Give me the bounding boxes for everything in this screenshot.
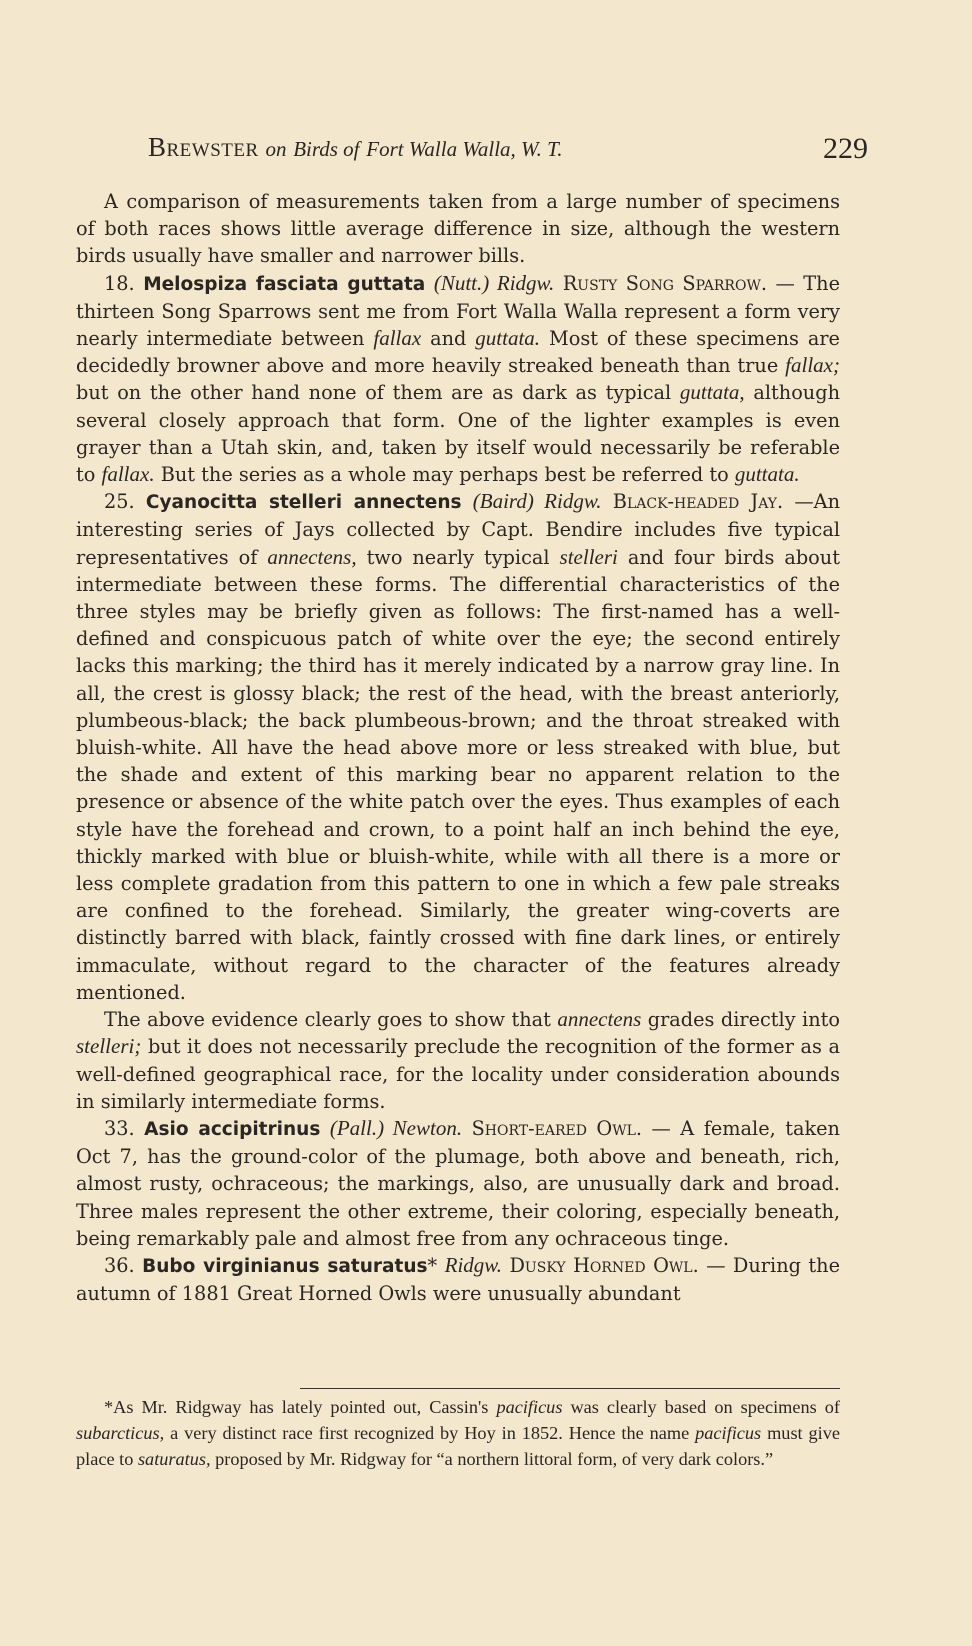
italic-run: pacificus <box>695 1423 762 1443</box>
species-name: Cyanocitta stelleri annectens <box>145 492 462 514</box>
text-run: but on the other hand none of them are as dark as typical <box>76 381 672 405</box>
species-name: Asio accipitrinus <box>144 1118 321 1140</box>
italic-run: guttata. <box>475 326 541 351</box>
italic-run: guttata. <box>734 462 800 487</box>
footnote-marker: * <box>427 1253 438 1277</box>
text-run: Most of these specimens are decidedly browner above and more heavily streaked beneath than true <box>76 327 840 378</box>
footnote-rule <box>300 1388 840 1389</box>
footnote <box>76 1394 840 1472</box>
text-run: — A female, taken Oct 7, has the ground-color of the plumage, both above and beneath, rich, almost rusty, ochraceous; the markings, also, are unusually dark and broad. Three males represent the other extreme, their coloring, especially beneath, being remarkably pale and almost free from any ochraceous tinge. <box>76 1116 840 1250</box>
text-run: grades directly into <box>647 1008 840 1032</box>
text-run: The above evidence clearly goes to show that <box>104 1008 551 1032</box>
italic-run: pacificus <box>496 1397 563 1417</box>
text-run: As Mr. Ridgway has lately pointed out, Cassin's <box>113 1397 489 1417</box>
common-name: Rusty Song Sparrow. <box>562 271 767 295</box>
italic-run: guttata, <box>679 380 745 405</box>
text-run: But the series as a whole may perhaps best be referred to <box>160 463 729 487</box>
species-number: 36. <box>104 1253 135 1277</box>
page-number: 229 <box>823 132 868 165</box>
italic-run: fallax <box>373 326 422 351</box>
common-name: Dusky Horned Owl. <box>509 1253 699 1277</box>
italic-run: fallax. <box>101 462 155 487</box>
italic-run: annectens <box>557 1007 642 1032</box>
italic-run: saturatus, <box>137 1449 211 1469</box>
paragraph-intro: A comparison of measurements taken from a large number of specimens of both races shows little average difference in size, although the western birds usually have smaller and narrower bills. <box>76 190 840 268</box>
italic-run: stelleri <box>559 544 618 569</box>
species-number: 18. <box>104 271 135 295</box>
species-authority: (Baird) Ridgw. <box>472 489 602 514</box>
italic-run: subarcticus, <box>76 1423 165 1443</box>
text-run: was clearly based on specimens of <box>570 1397 841 1417</box>
text-run: and four birds about intermediate between these forms. The differential characteristics of the three styles may be briefly given as follows: The first-named has a well-defined and conspicuous patch of white over the eye; the second entirely lacks this marking; the third has it merely indicated by a narrow gray line. In all, the crest is glossy black; the rest of the head, with the breast anteriorly, plumbeous-black; the back plumbeous-brown; and the throat streaked with bluish-white. All have the head above more or less streaked with blue, but the shade and extent of this marking bear no apparent relation to the presence or absence of the white patch over the eyes. Thus examples of each style have the forehead and crown, to a point half an inch behind the eye, thickly marked with blue or bluish-white, while with all there is a more or less complete gradation from this pattern to one in which a few pale streaks are confined to the forehead. Similarly, the greater wing-coverts are distinctly barred with black, faintly crossed with fine dark lines, or entirely immaculate, without regard to the character of the features already mentioned. <box>76 545 840 1004</box>
paragraph-species-18 <box>76 270 840 489</box>
paragraph-species-33 <box>76 1115 840 1252</box>
species-authority: (Pall.) Newton. <box>329 1115 463 1140</box>
species-name: Melospiza fasciata guttata <box>143 273 426 295</box>
paragraph-evidence <box>76 1006 840 1115</box>
footnote-paragraph <box>76 1394 840 1472</box>
italic-run: fallax; <box>785 353 840 378</box>
text-run: must give place to <box>76 1423 841 1469</box>
species-name: Bubo virginianus saturatus <box>142 1255 428 1277</box>
text-run: two nearly typical <box>366 545 550 569</box>
paragraph-species-25 <box>76 488 840 1006</box>
text-run: proposed by Mr. Ridgway for “a northern littoral form, of very dark colors.” <box>215 1449 774 1469</box>
text-run: a very distinct race first recognized by Hoy in 1852. Hence the name <box>170 1423 690 1443</box>
italic-run: annectens, <box>267 544 357 569</box>
footnote-marker: * <box>104 1397 114 1417</box>
running-header <box>148 132 868 172</box>
header-on: on <box>265 137 287 161</box>
species-number: 33. <box>104 1116 135 1140</box>
species-authority: (Nutt.) Ridgw. <box>433 270 555 295</box>
common-name: Short-eared Owl. <box>471 1116 643 1140</box>
species-number: 25. <box>104 490 135 514</box>
paragraph-species-36 <box>76 1252 840 1307</box>
header-birds-of: Birds of <box>293 137 360 161</box>
text-run: although several closely approach that form. One of the lighter examples is even grayer than a Utah skin, and, taken by itself would necessarily be referable to <box>76 381 840 487</box>
header-author: Brewster <box>148 132 259 162</box>
text-run: but it does not necessarily preclude the recognition of the former as a well-defined geographical race, for the locality under consideration abounds in similarly intermediate forms. <box>76 1035 840 1113</box>
header-place: Fort Walla Walla, W. T. <box>366 137 563 161</box>
text-run: — The thirteen Song Sparrows sent me from Fort Walla Walla represent a form very nearly intermediate between <box>76 271 840 351</box>
text-run: and <box>430 327 467 351</box>
common-name: Black-headed Jay. <box>612 490 784 514</box>
text-run: — During the autumn of 1881 Great Horned Owls were unusually abundant <box>76 1253 840 1306</box>
text-run: —An interesting series of Jays collected by Capt. Bendire includes five typical representatives of <box>76 490 841 569</box>
species-authority: Ridgw. <box>444 1252 502 1277</box>
italic-run: stelleri; <box>76 1034 142 1059</box>
body-text <box>76 188 840 1307</box>
